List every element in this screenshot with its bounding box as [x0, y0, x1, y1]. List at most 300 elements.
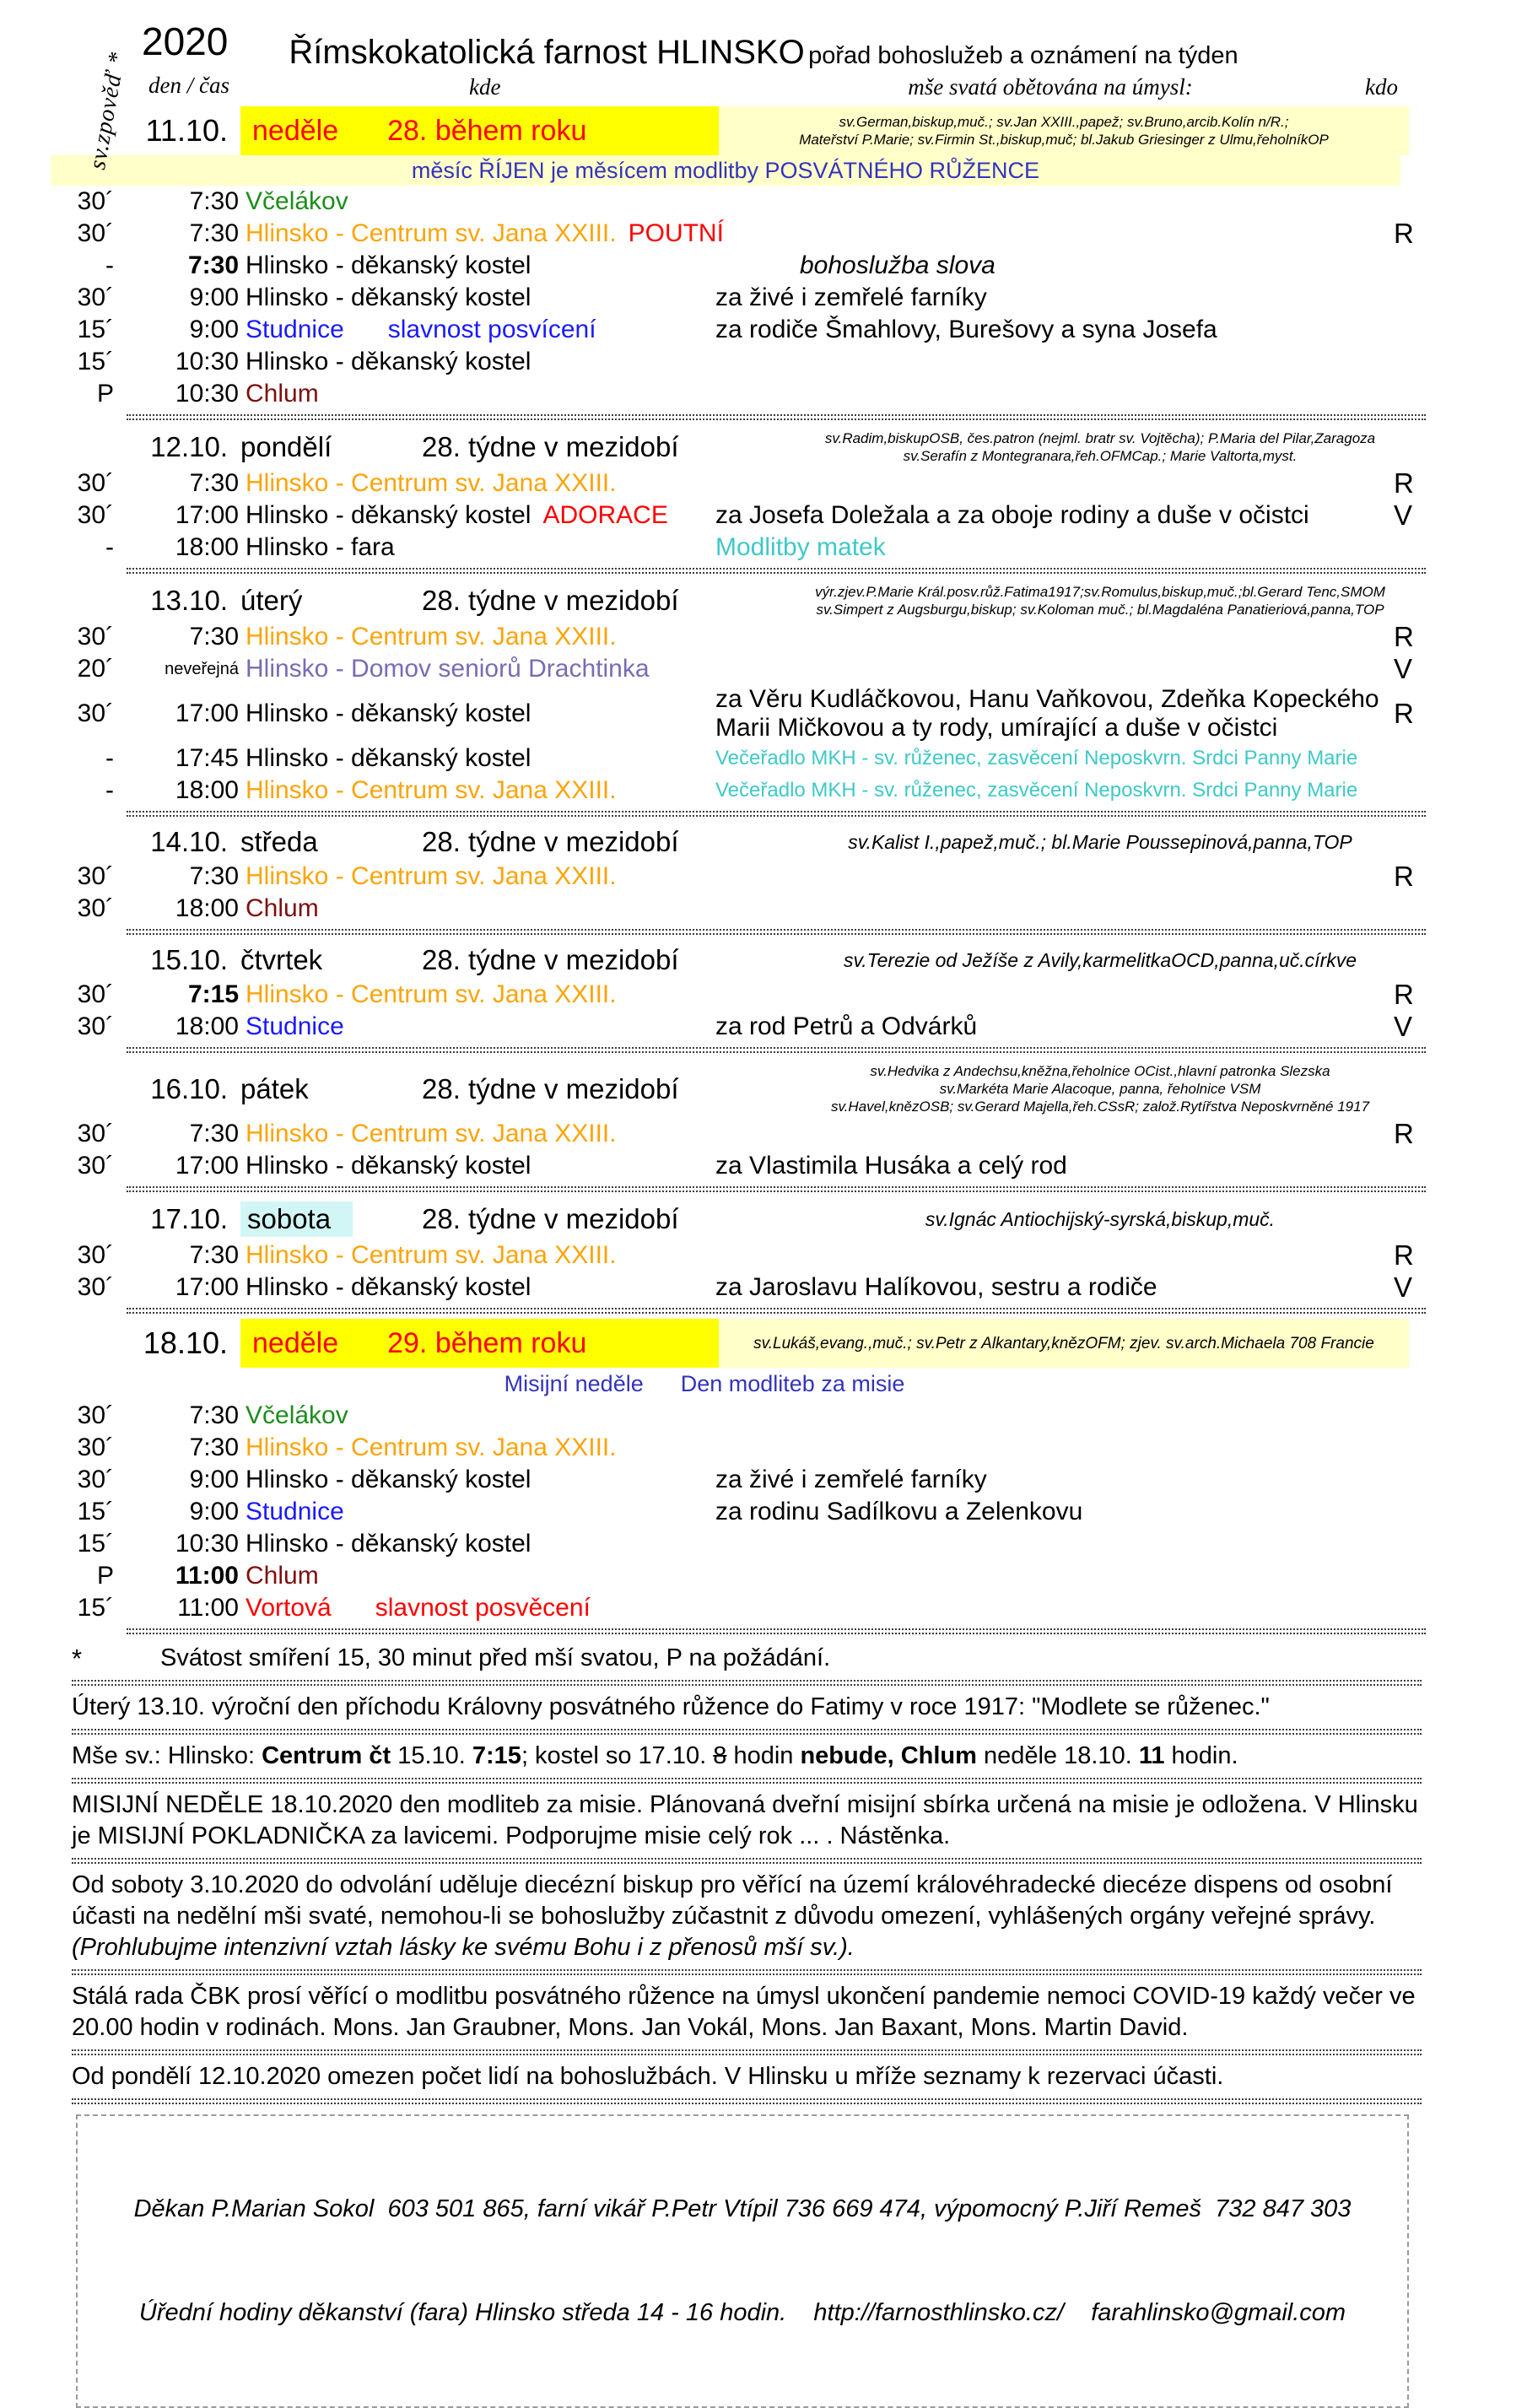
mass-row: [0, 346, 1527, 378]
mass-place-name: Včelákov: [246, 1401, 348, 1429]
contact-box: [76, 2114, 1409, 2408]
day-block: [0, 106, 1527, 420]
confession-duration: 30´: [77, 1273, 114, 1301]
mass-place-name: Studnice: [246, 1498, 344, 1525]
confession-duration: 30´: [77, 699, 114, 727]
mass-place-name: Studnice: [246, 316, 344, 343]
mass-place: [246, 1466, 715, 1494]
confession-duration: 30´: [77, 501, 114, 529]
day-header: [0, 822, 1527, 861]
mass-place-name: Hlinsko - Centrum sv. Jana XXIII.: [246, 980, 617, 1008]
mass-place: [246, 744, 715, 773]
mass-time: 10:30: [175, 348, 239, 375]
mass-place: [246, 1562, 715, 1590]
mass-row: [0, 742, 1527, 775]
day-saints-line: sv.German,biskup,muč.; sv.Jan XXIII.,papež; sv.Bruno,arcib.Kolín n/R.;: [839, 114, 1289, 130]
day-divider: [127, 1628, 1426, 1634]
mass-intention: za Josefa Doležala a za oboje rodiny a duše v očistci: [715, 501, 1309, 529]
footnote: [0, 1737, 1527, 1775]
day-date: 17.10.: [150, 1203, 228, 1234]
note-text-segment: 15.10.: [391, 1742, 472, 1769]
footnote: [0, 1639, 1527, 1677]
confession-duration: 30´: [77, 1433, 114, 1461]
note-text-segment: Od pondělí 12.10.2020 omezen počet lidí na bohoslužbách. V Hlinsku u mříže seznamy k rezervaci účasti.: [72, 2063, 1224, 2090]
mass-time: 7:30: [189, 623, 239, 651]
month-note: měsíc ŘÍJEN je měsícem modlitby POSVÁTNÉHO RŮŽENCE: [51, 155, 1400, 186]
day-saints-line: sv.Lukáš,evang.,muč.; sv.Petr z Alkantary,knězOFM; zjev. sv.arch.Michaela 708 Francie: [753, 1334, 1374, 1352]
note-text-segment: Svátost smíření 15, 30 minut před mší svatou, P na požádání.: [160, 1644, 831, 1671]
confession-duration: -: [105, 533, 114, 561]
note-text-segment: Od soboty 3.10.2020 do odvolání uděluje diecézní biskup pro věřící na území královéhradecké diecéze dispens od osobní účasti na nedělní mši svaté, nemohou-li se bohoslužby zúčastnit z důvodu omezení, vyhlášených orgány veřejné správy.: [72, 1871, 1393, 1930]
mass-time: neveřejná: [165, 659, 239, 678]
mass-time: 11:00: [177, 1594, 239, 1622]
day-date: 18.10.: [143, 1325, 228, 1360]
mass-row: [0, 1150, 1527, 1182]
mass-time: 18:00: [175, 533, 239, 561]
day-saints-line: sv.Havel,knězOSB; sv.Gerard Majella,řeh.CSsR; založ.Rytířstva Neposkvrněné 1917: [830, 1099, 1370, 1115]
day-saints: [719, 1319, 1409, 1368]
mass-row: [0, 186, 1527, 218]
mass-place-name: Hlinsko - děkanský kostel: [246, 348, 531, 375]
day-title-highlight: [240, 1319, 719, 1368]
footnote-divider: [72, 1969, 1422, 1975]
mass-place-name: Včelákov: [246, 187, 348, 215]
note-text-segment: Úterý 13.10. výroční den příchodu Královny posvátného růžence do Fatimy v roce 1917: "Modlete se růženec.": [72, 1693, 1270, 1720]
mass-row: [0, 1271, 1527, 1304]
note-text-segment: (Prohlubujme intenzivní vztah lásky ke svému Bohu i z přenosů mší sv.).: [72, 1934, 855, 1961]
mass-row: [0, 893, 1527, 925]
contact-line-office: Úřední hodiny děkanství (fara) Hlinsko středa 14 - 16 hodin. http://farnosthlinsko.cz/ farahlinsko@gmail.com: [138, 2299, 1346, 2326]
mass-place: [246, 283, 715, 312]
mass-time: 11:00: [175, 1562, 239, 1590]
mass-time: 7:30: [187, 251, 239, 279]
mass-place: [246, 699, 715, 728]
mass-place: [246, 1273, 715, 1302]
mass-place: [246, 776, 715, 805]
mass-row: [0, 467, 1527, 499]
mass-time: 17:00: [175, 699, 239, 727]
mass-time: 7:30: [189, 219, 239, 247]
footnote-divider: [72, 1778, 1422, 1784]
page-title-main: Římskokatolická farnost HLINSKO: [289, 34, 805, 71]
day-saints-line: sv.Kalist I.,papež,muč.; bl.Marie Poussepinová,panna,TOP: [848, 830, 1352, 853]
note-text-segment: neděle 18.10.: [976, 1742, 1139, 1769]
day-block: [0, 579, 1527, 817]
mass-time: 17:00: [175, 501, 239, 529]
mass-place: [246, 187, 715, 216]
day-date: 11.10.: [145, 113, 228, 148]
contact-line-priests: Děkan P.Marian Sokol 603 501 865, farní vikář P.Petr Vtípil 736 669 474, výpomocný P.Jiří Remeš 732 847 303: [133, 2195, 1352, 2222]
confession-duration: -: [105, 251, 114, 279]
day-name-highlight: sobota: [240, 1201, 353, 1237]
mass-row: [0, 685, 1527, 742]
who-column-label: kdo: [1365, 74, 1398, 100]
mass-row: [0, 1400, 1527, 1432]
mass-row: [0, 282, 1527, 314]
celebrant-letter: V: [1394, 1011, 1413, 1042]
day-saints-line: sv.Ignác Antiochijský-syrská,biskup,muč.: [925, 1207, 1276, 1230]
mass-row: [0, 250, 1527, 282]
celebrant-letter: V: [1394, 499, 1413, 531]
celebrant-letter: R: [1394, 979, 1414, 1010]
day-divider: [127, 568, 1426, 574]
mass-time: 9:00: [189, 316, 239, 343]
mass-place-extra: POUTNÍ: [628, 219, 724, 247]
footnote: [0, 2058, 1527, 2096]
day-saints-line: sv.Markéta Marie Alacoque, panna, řeholnice VSM: [939, 1081, 1261, 1097]
mass-row: [0, 378, 1527, 410]
note-text-segment: 11: [1138, 1742, 1165, 1769]
day-week-label: 28. týdne v mezidobí: [422, 944, 679, 975]
mass-place: [246, 1530, 715, 1558]
day-saints: [791, 831, 1409, 854]
note-text-segment: Mše sv.: Hlinsko:: [72, 1742, 262, 1769]
mass-intention: Večeřadlo MKH - sv. růženec, zasvěcení Neposkvrn. Srdci Panny Marie: [715, 779, 1358, 802]
mass-intention-line: za Věru Kudláčkovou, Hanu Vaňkovou, Zdeňka Kopeckého: [715, 685, 1379, 713]
mass-place: [246, 1401, 715, 1430]
day-block: [0, 425, 1527, 574]
footnote: [0, 1688, 1527, 1726]
day-saints: [791, 1208, 1409, 1231]
note-text-segment: ; kostel so 17.10.: [521, 1742, 714, 1769]
mass-place: [246, 380, 715, 408]
day-name: neděle: [252, 114, 339, 147]
confession-duration: 30´: [77, 187, 114, 215]
confession-duration: -: [105, 744, 114, 772]
day-time-column-label: den / čas: [148, 73, 229, 98]
footnote-divider: [72, 2098, 1422, 2104]
mass-place: [246, 316, 715, 344]
mass-intention: bohoslužba slova: [800, 251, 996, 279]
confession-duration: 30´: [77, 1012, 114, 1040]
note-text-segment: Centrum čt: [262, 1742, 391, 1769]
mass-time: 7:30: [189, 1241, 239, 1269]
day-saints: [791, 583, 1409, 618]
footnote-text: [72, 1741, 1422, 1772]
confession-duration: 30´: [77, 283, 114, 311]
mass-intention-line: Marii Mičkovou a ty rody, umírající a duše v očistci: [715, 714, 1278, 742]
mass-place-name: Chlum: [246, 380, 319, 408]
mass-time: 7:30: [189, 1401, 239, 1429]
confession-duration: 15´: [77, 1594, 114, 1622]
mass-row: [0, 1496, 1527, 1528]
where-column-label: kde: [469, 74, 501, 100]
day-name: neděle: [252, 1326, 339, 1359]
year-label: 2020: [142, 19, 229, 63]
celebrant-letter: R: [1394, 218, 1414, 249]
mass-place: [246, 469, 715, 498]
mass-place: [246, 623, 715, 651]
note-text-segment: 8: [713, 1742, 727, 1769]
day-name: čtvrtek: [240, 944, 323, 975]
mass-intention: [715, 685, 1394, 742]
footnote-marker: *: [72, 1644, 83, 1673]
day-date: 13.10.: [150, 585, 228, 616]
note-text-segment: nebude, Chlum: [800, 1742, 977, 1769]
mass-place-name: Hlinsko - Centrum sv. Jana XXIII.: [246, 1120, 617, 1147]
mass-row: [0, 532, 1527, 564]
day-subnote: [0, 1368, 1409, 1400]
day-saints-line: Mateřství P.Marie; sv.Firmin St.,biskup,muč; bl.Jakub Griesinger z Ulmu,řeholníkOP: [799, 132, 1329, 148]
mass-place-name: Hlinsko - děkanský kostel: [246, 283, 531, 311]
mass-place-name: Hlinsko - Centrum sv. Jana XXIII.: [246, 219, 617, 247]
footnote-text: [72, 1870, 1422, 1963]
day-date: 16.10.: [150, 1072, 228, 1104]
intention-column-label: mše svatá obětována na úmysl:: [908, 74, 1193, 100]
mass-place: [246, 501, 715, 530]
note-text-segment: hodin: [726, 1742, 801, 1769]
day-subnote-part: Den modliteb za misie: [680, 1371, 905, 1396]
confession-duration: P: [96, 1562, 114, 1590]
mass-place-name: Studnice: [246, 1012, 344, 1040]
day-header-sunday: [0, 106, 1527, 155]
day-date: 12.10.: [150, 431, 228, 462]
day-header: [0, 425, 1527, 467]
footnotes: [0, 1639, 1527, 2104]
mass-intention: za živé i zemřelé farníky: [715, 283, 987, 311]
day-block: [0, 940, 1527, 1053]
day-divider: [127, 1047, 1426, 1053]
confession-duration: 30´: [77, 862, 114, 890]
mass-place-extra: ADORACE: [542, 501, 668, 529]
confession-duration: 30´: [77, 894, 114, 922]
mass-time: 7:30: [189, 1433, 239, 1461]
mass-row: [0, 1432, 1527, 1464]
day-header: [0, 940, 1527, 979]
day-week-label: 28. týdne v mezidobí: [422, 585, 679, 616]
mass-place-name: Hlinsko - Centrum sv. Jana XXIII.: [246, 776, 617, 804]
day-block: [0, 822, 1527, 935]
day-saints: [791, 429, 1409, 465]
day-date: 14.10.: [150, 826, 228, 857]
day-week-label: 28. týdne v mezidobí: [422, 431, 679, 462]
day-divider: [127, 1308, 1426, 1314]
mass-place: [246, 894, 715, 923]
celebrant-letter: R: [1394, 467, 1414, 499]
mass-place-name: Chlum: [246, 1562, 319, 1590]
footnote-text: [160, 1643, 1422, 1674]
mass-time: 7:30: [189, 1120, 239, 1147]
mass-time: 18:00: [175, 894, 239, 922]
mass-row: [0, 1528, 1527, 1560]
celebrant-letter: R: [1394, 861, 1414, 892]
mass-place: [246, 655, 715, 683]
mass-intention: Večeřadlo MKH - sv. růženec, zasvěcení Neposkvrn. Srdci Panny Marie: [715, 747, 1358, 769]
footnote-text: [72, 1981, 1422, 2044]
day-week-label: 28. týdne v mezidobí: [422, 826, 679, 857]
confession-duration: 30´: [77, 1241, 114, 1269]
mass-row: [0, 1118, 1527, 1150]
mass-time: 10:30: [175, 380, 239, 408]
footnote-text: [72, 1692, 1422, 1723]
mass-time: 7:30: [189, 469, 239, 497]
mass-place-name: Chlum: [246, 894, 319, 922]
confession-duration: 30´: [77, 1152, 114, 1180]
mass-place-name: Hlinsko - děkanský kostel: [246, 1273, 531, 1301]
day-name: středa: [240, 826, 318, 857]
confession-duration: 30´: [77, 1120, 114, 1147]
note-text-segment: 7:15: [472, 1742, 521, 1769]
day-subnote-part: Misijní neděle: [504, 1371, 644, 1396]
note-text-segment: MISIJNÍ NEDĚLE 18.10.2020 den modliteb za misie. Plánovaná dveřní misijní sbírka určená na misie je odložena. V Hlinsku je MISIJNÍ POKLADNIČKA za lavicemi. Podporujme misie celý rok ... . Nástěnka.: [72, 1791, 1418, 1849]
mass-place-extra: slavnost posvícení: [387, 316, 596, 343]
mass-place-name: Hlinsko - děkanský kostel: [246, 1466, 531, 1493]
mass-place: [246, 1120, 715, 1148]
day-saints: [719, 106, 1409, 155]
footnote: [0, 1978, 1527, 2047]
day-divider: [127, 1186, 1426, 1192]
mass-place-name: Hlinsko - děkanský kostel: [246, 1530, 531, 1558]
day-week-label: 28. během roku: [387, 114, 587, 147]
mass-place-name: Hlinsko - fara: [246, 533, 395, 561]
mass-intention: za rodinu Sadílkovu a Zelenkovu: [715, 1498, 1083, 1525]
mass-time: 9:00: [189, 283, 239, 311]
mass-intention: za živé i zemřelé farníky: [715, 1466, 987, 1493]
mass-time: 7:30: [189, 187, 239, 215]
mass-row: [0, 218, 1527, 250]
confession-column-label: sv.zpověď *: [84, 50, 132, 172]
mass-row: [0, 653, 1527, 685]
mass-time: 10:30: [175, 1530, 239, 1558]
mass-intention: Modlitby matek: [715, 533, 886, 561]
celebrant-letter: R: [1394, 621, 1414, 652]
confession-duration: 15´: [77, 1530, 114, 1558]
footnote-text: [72, 2061, 1422, 2092]
mass-time: 9:00: [189, 1466, 239, 1493]
mass-place-name: Hlinsko - děkanský kostel: [246, 1152, 531, 1180]
mass-row: [0, 499, 1527, 532]
mass-place-name: Hlinsko - Centrum sv. Jana XXIII.: [246, 469, 617, 497]
day-header: [0, 1058, 1527, 1118]
mass-time: 18:00: [175, 776, 239, 804]
mass-place: [246, 862, 715, 891]
mass-place-name: Hlinsko - děkanský kostel: [246, 501, 531, 529]
mass-row: [0, 1464, 1527, 1496]
confession-duration: 30´: [77, 1401, 114, 1429]
confession-duration: 30´: [77, 219, 114, 247]
day-name: [240, 1201, 422, 1237]
day-saints-line: výr.zjev.P.Marie Král.posv.růž.Fatima1917;sv.Romulus,biskup,muč.;bl.Gerard Tenc,SMOM: [815, 584, 1385, 600]
mass-place-name: Hlinsko - Centrum sv. Jana XXIII.: [246, 862, 617, 890]
confession-duration: 30´: [77, 469, 114, 497]
confession-duration: 30´: [77, 1466, 114, 1493]
mass-time: 7:15: [187, 980, 239, 1008]
mass-place: [246, 1152, 715, 1180]
celebrant-letter: R: [1394, 698, 1414, 729]
confession-duration: 30´: [77, 980, 114, 1008]
day-name: úterý: [240, 585, 303, 616]
footnote-divider: [72, 1680, 1422, 1686]
mass-place-name: Hlinsko - děkanský kostel: [246, 744, 531, 772]
mass-place: [246, 348, 715, 376]
day-saints: [791, 949, 1409, 972]
mass-place: [246, 980, 715, 1009]
mass-place-extra: slavnost posvěcení: [375, 1594, 591, 1622]
mass-intention: za Vlastimila Husáka a celý rod: [715, 1152, 1067, 1180]
confession-duration: -: [105, 776, 114, 804]
day-block: [0, 1197, 1527, 1314]
mass-row: [0, 314, 1527, 346]
day-divider: [127, 414, 1426, 420]
confession-duration: 15´: [77, 348, 114, 375]
celebrant-letter: R: [1394, 1239, 1414, 1271]
mass-place: [246, 251, 715, 280]
mass-time: 7:30: [189, 862, 239, 890]
mass-row: [0, 621, 1527, 653]
day-week-label: 29. během roku: [387, 1326, 587, 1359]
mass-time: 18:00: [175, 1012, 239, 1040]
day-week-label: 28. týdne v mezidobí: [422, 1072, 679, 1104]
note-text-segment: hodin.: [1164, 1742, 1238, 1769]
mass-intention: za Jaroslavu Halíkovou, sestru a rodiče: [715, 1273, 1157, 1301]
note-text-segment: Stálá rada ČBK prosí věřící o modlitbu posvátného růžence na úmysl ukončení pandemie nemoci COVID-19 každý večer ve 20.00 hodin v rodinách. Mons. Jan Graubner, Mons. Jan Vokál, Mons. Jan Baxant, Mons. Martin David.: [72, 1983, 1416, 2041]
day-divider: [127, 929, 1426, 935]
mass-place-name: Hlinsko - Centrum sv. Jana XXIII.: [246, 1241, 617, 1269]
confession-duration: 30´: [77, 623, 114, 651]
mass-place-name: Hlinsko - Domov seniorů Drachtinka: [246, 655, 650, 683]
footnote-divider: [72, 1858, 1422, 1864]
celebrant-letter: V: [1394, 653, 1413, 684]
mass-row: [0, 979, 1527, 1011]
day-name: pondělí: [240, 431, 332, 462]
mass-place: [246, 533, 715, 562]
page-title: [0, 34, 1527, 72]
footnote: [0, 1866, 1527, 1967]
day-header-sunday: [0, 1319, 1527, 1368]
day-block: [0, 1058, 1527, 1192]
footnote: [0, 1786, 1527, 1855]
mass-place-name: Hlinsko - Centrum sv. Jana XXIII.: [246, 1433, 617, 1461]
mass-time: 17:00: [175, 1152, 239, 1180]
mass-time: 17:45: [175, 744, 239, 772]
mass-place: [246, 1594, 715, 1622]
confession-duration: 20´: [77, 655, 114, 683]
day-divider: [127, 811, 1426, 817]
mass-place: [246, 1012, 715, 1041]
page-title-sub: pořad bohoslužeb a oznámení na týden: [808, 42, 1238, 69]
day-week-label: 28. týdne v mezidobí: [422, 1203, 679, 1234]
mass-intention: za rodiče Šmahlovy, Burešovy a syna Josefa: [715, 316, 1217, 343]
mass-place: [246, 1498, 715, 1526]
day-saints-line: sv.Serafín z Montegranara,řeh.OFMCap.; Marie Valtorta,myst.: [903, 448, 1298, 464]
confession-duration: P: [96, 380, 114, 408]
mass-place: [246, 1433, 715, 1462]
day-saints-line: sv.Hedvika z Andechsu,kněžna,řeholnice OCist.,hlavní patronka Slezska: [870, 1063, 1330, 1079]
day-saints: [791, 1062, 1409, 1115]
mass-place-name: Vortová: [246, 1594, 332, 1622]
day-block: [0, 1319, 1527, 1634]
day-header: [0, 579, 1527, 621]
schedule-body: [0, 106, 1527, 1634]
mass-time: 17:00: [175, 1273, 239, 1301]
celebrant-letter: V: [1394, 1271, 1413, 1303]
mass-place: [246, 219, 724, 248]
mass-time: 9:00: [189, 1498, 239, 1525]
day-name: pátek: [240, 1072, 309, 1104]
mass-place-name: Hlinsko - Centrum sv. Jana XXIII.: [246, 623, 617, 651]
mass-place-name: Hlinsko - děkanský kostel: [246, 251, 531, 279]
mass-place: [246, 1241, 715, 1270]
mass-place-name: Hlinsko - děkanský kostel: [246, 699, 531, 727]
confession-duration: 15´: [77, 316, 114, 343]
mass-row: [0, 1560, 1527, 1592]
mass-row: [0, 1239, 1527, 1271]
footnote-divider: [72, 2049, 1422, 2055]
celebrant-letter: R: [1394, 1118, 1414, 1149]
day-date: 15.10.: [150, 944, 228, 975]
mass-row: [0, 1011, 1527, 1043]
day-title-highlight: [240, 106, 719, 155]
